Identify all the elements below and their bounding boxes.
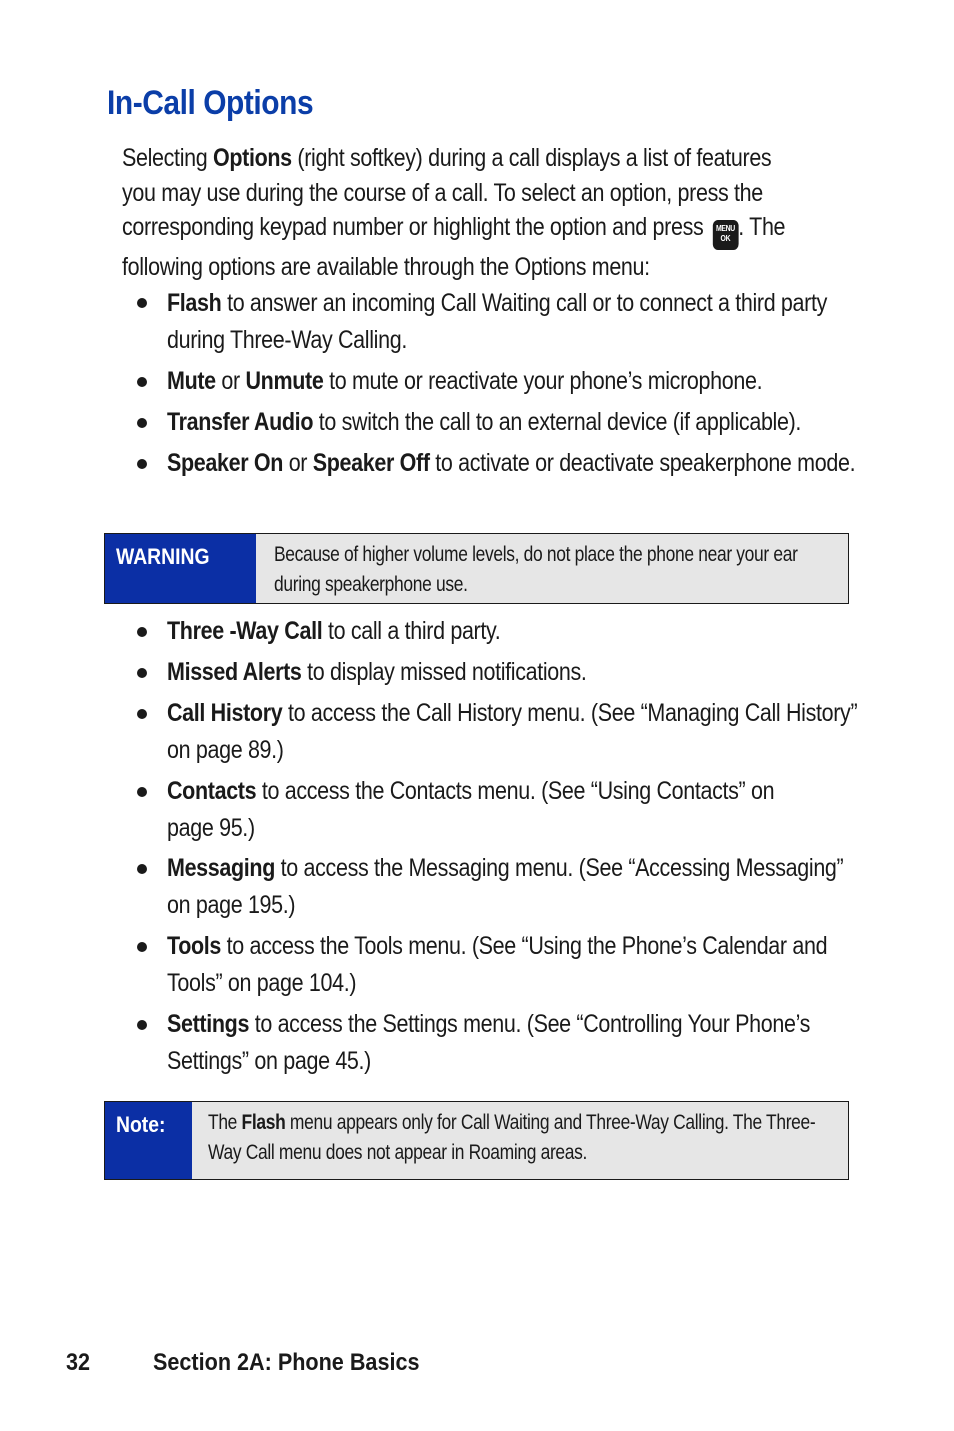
intro-paragraph: Selecting Options (right softkey) during a call displays a list of features you may use during the course of a call. To select an option, press the corresponding keypad number or highlight the option and press MENU OK . The following options are available through the Options menu:: [122, 144, 786, 281]
section-title: Section 2A: Phone Basics: [153, 1349, 420, 1376]
bullet-icon: [137, 787, 147, 797]
bullet-icon: [137, 1020, 147, 1030]
warning-callout: [104, 533, 849, 604]
warning-label: WARNING: [105, 534, 256, 603]
bullet-icon: [137, 298, 147, 308]
note-label: Note:: [105, 1102, 192, 1179]
bullet-icon: [137, 459, 147, 469]
bullet-icon: [137, 418, 147, 428]
note-text: The Flash menu appears only for Call Waiting and Three-Way Calling. The Three-Way Call menu does not appear in Roaming areas.: [208, 1111, 816, 1164]
bullet-icon: [137, 709, 147, 719]
note-callout: [104, 1101, 849, 1180]
page-title: In-Call Options: [107, 84, 314, 122]
options-keyword: Options: [212, 144, 292, 172]
bullet-icon: [137, 627, 147, 637]
bullet-icon: [137, 942, 147, 952]
warning-text: Because of higher volume levels, do not place the phone near your ear during speakerphone use.: [274, 543, 798, 596]
bullet-icon: [137, 864, 147, 874]
bullet-icon: [137, 668, 147, 678]
bullet-icon: [137, 377, 147, 387]
menu-ok-key-icon: MENU OK: [712, 220, 738, 250]
page-number: 32: [66, 1349, 91, 1376]
